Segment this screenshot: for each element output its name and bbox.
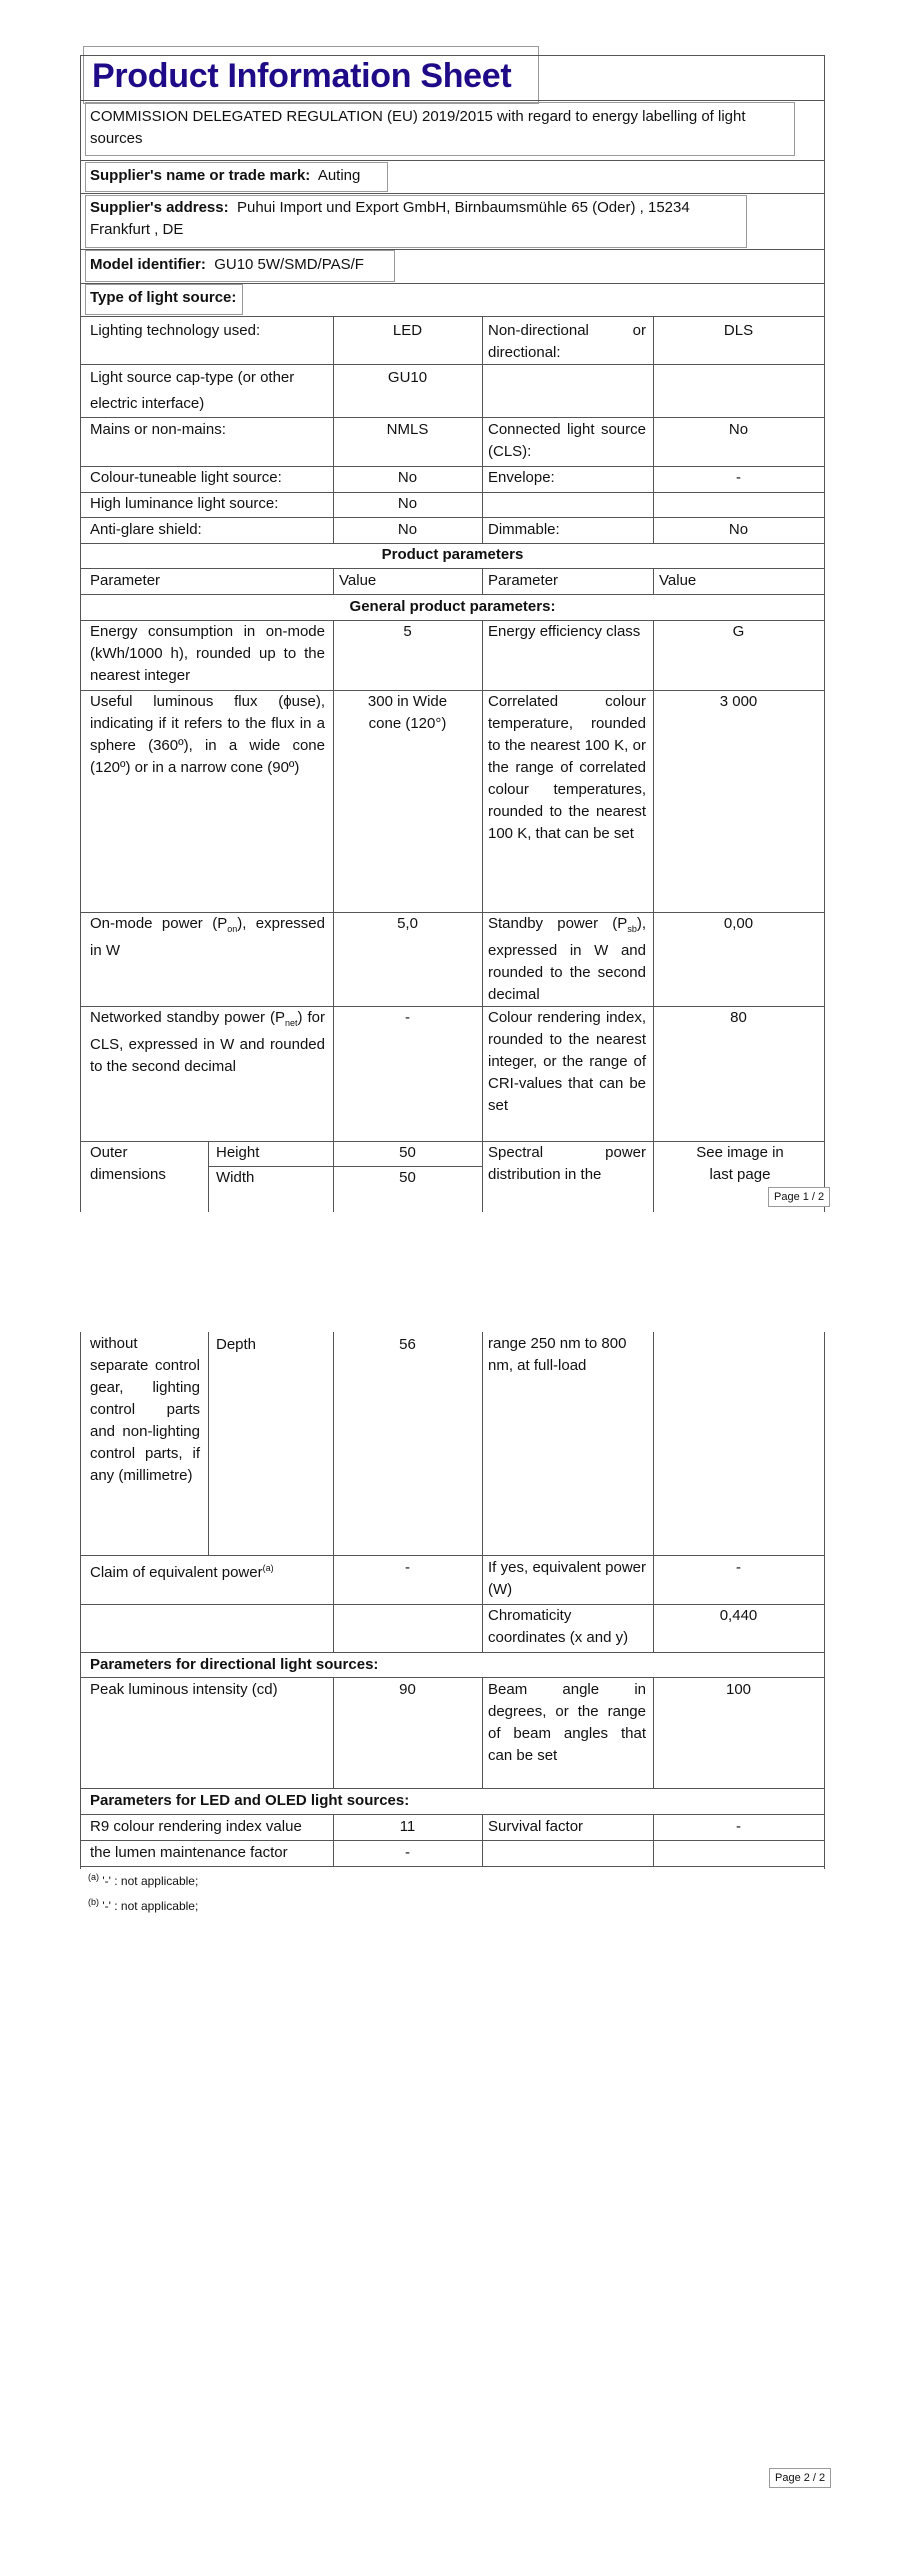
row-line [80,316,825,317]
footnote-a: $^{(a)}$ '-' : not applicable; [88,1872,199,1888]
col-line [482,1814,483,1866]
table-border-right [824,55,825,1212]
high-luminance-value: No [397,495,418,512]
r9-label: R9 colour rendering index value [90,1818,302,1835]
width-label: Width [216,1169,255,1186]
regulation-text: COMMISSION DELEGATED REGULATION (EU) 2019/2015 with regard to energy labelling of light sources [90,108,746,147]
equivalent-power-claim-label: Claim of equivalent power$^{(a)}$ [90,1563,274,1581]
survival-factor-label: Survival factor [488,1818,584,1835]
row-line [80,1814,825,1815]
col-line [482,316,483,543]
depth-value: 56 [399,1336,416,1353]
cap-type-value: GU10 [387,369,428,386]
col-line [482,1332,483,1652]
outer-dimensions-label-continued: without separate control gear, lighting control parts and non-lighting control parts, if any (millimetre) [90,1335,200,1484]
page-title: Product Information Sheet [92,57,512,95]
cap-type-label: Light source cap-type (or other electric interface) [90,369,295,412]
luminous-flux-value: 300 in Wide cone (120°) [367,693,448,732]
page-number-1: Page 1 / 2 [768,1187,830,1207]
r9-value: 11 [399,1818,416,1835]
row-line [80,1652,825,1653]
supplier-name-label: Supplier's name or trade mark: [90,167,311,184]
cri-label: Colour rendering index, rounded to the nearest integer, or the range of CRI-values that can be set [488,1009,646,1114]
envelope-value: - [736,469,741,486]
spectral-value: See image in last page [696,1144,784,1183]
chromaticity-value: 0,440 [719,1607,758,1624]
row-line [80,1788,825,1789]
row-line [80,100,825,101]
model-identifier-label: Model identifier: [90,256,206,273]
depth-label: Depth [216,1336,257,1353]
col-header-value-2: Value [659,572,697,589]
networked-standby-value: - [405,1009,410,1026]
product-parameters-heading: Product parameters [381,546,524,563]
col-line [482,568,483,594]
cct-value: 3 000 [719,693,758,710]
model-identifier-value: GU10 5W/SMD/PAS/F [214,256,364,273]
led-parameters-heading: Parameters for LED and OLED light sources: [90,1792,410,1809]
type-heading: Type of light source: [90,289,237,306]
lumen-maintenance-label: the lumen maintenance factor [90,1844,288,1861]
peak-intensity-value: 90 [399,1681,416,1698]
energy-consumption-value: 5 [403,623,412,640]
lighting-technology-value: LED [392,322,423,339]
cct-label: Correlated colour temperature, rounded to the nearest 100 K, or the range of correlated colour temperatures, rounded to the nearest 100 K, that can be set [488,693,646,842]
table-border-left [80,55,81,1212]
envelope-label: Envelope: [488,469,555,486]
cls-label: Connected light source (CLS): [488,421,646,460]
row-line [80,55,825,56]
energy-class-value: G [732,623,745,640]
col-line [482,620,483,1212]
chromaticity-label: Chromaticity coordinates (x and y) [488,1607,629,1646]
equivalent-power-value: - [736,1559,741,1576]
colour-tuneable-label: Colour-tuneable light source: [90,469,282,486]
dimmable-label: Dimmable: [488,521,560,538]
supplier-address-label: Supplier's address: [90,199,229,216]
luminous-flux-label: Useful luminous flux (ϕuse), indicating if it refers to the flux in a sphere (360º), in a wide cone (120º) or in a narrow cone (90º) [90,693,325,776]
col-line [208,1332,209,1555]
directional-parameters-heading: Parameters for directional light sources: [90,1656,379,1673]
beam-angle-value: 100 [725,1681,752,1698]
col-line [333,1332,334,1652]
dimmable-value: No [728,521,749,538]
mains-label: Mains or non-mains: [90,421,226,438]
lumen-maintenance-value: - [405,1844,410,1861]
cri-value: 80 [730,1009,747,1026]
networked-standby-label: Networked standby power $(P_{net})$ for CLS, expressed in W and rounded to the second decimal [90,1009,326,1075]
spectral-label-part2: range 250 nm to 800 nm, at full-load [488,1335,627,1374]
row-line [80,1866,825,1867]
spectral-label-part1: Spectral power distribution in the [488,1144,646,1183]
anti-glare-value: No [397,521,418,538]
row-line [80,594,825,595]
supplier-address-row [90,197,740,241]
model-identifier-row [90,254,364,276]
col-line [653,1332,654,1652]
energy-consumption-label: Energy consumption in on-mode (kWh/1000 h), rounded up to the nearest integer [90,623,325,684]
supplier-address-value: Puhui Import und Export GmbH, Birnbaumsmühle 65 (Oder) , 15234 Frankfurt , DE [90,199,690,238]
col-line [208,1141,209,1212]
row-line [80,568,825,569]
col-line [653,568,654,594]
page-number-2: Page 2 / 2 [769,2468,831,2488]
footnote-b: $^{(b)}$ '-' : not applicable; [88,1897,199,1913]
row-line [80,417,825,418]
row-line [80,517,825,518]
beam-angle-label: Beam angle in degrees, or the range of beam angles that can be set [488,1681,646,1764]
lighting-technology-label: Lighting technology used: [90,322,261,339]
col-line [482,1677,483,1788]
width-value: 50 [399,1169,416,1186]
row-line [80,160,825,161]
equivalent-power-claim-value: - [405,1559,410,1576]
row-line [80,1677,825,1678]
on-mode-power-label: On-mode power $(P_{on})$, expressed in W [90,915,325,959]
anti-glare-label: Anti-glare shield: [90,521,202,538]
directional-label: Non-directional or directional: [488,322,646,361]
col-header-parameter-2: Parameter [488,572,559,589]
col-header-value-1: Value [339,572,377,589]
height-label: Height [216,1144,260,1161]
row-line [80,1840,825,1841]
high-luminance-label: High luminance light source: [90,495,279,512]
standby-power-label: Standby power $(P_{sb})$, expressed in W and rounded to the second decimal [488,915,646,1003]
energy-class-label: Energy efficiency class [488,623,641,640]
cls-value: No [728,421,749,438]
supplier-name-value: Auting [317,167,361,184]
col-line [333,568,334,594]
row-line [80,1555,825,1556]
on-mode-power-value: 5,0 [397,915,418,932]
equivalent-power-label: If yes, equivalent power (W) [488,1559,646,1598]
row-line [80,193,825,194]
mains-value: NMLS [386,421,429,438]
col-header-parameter-1: Parameter [90,572,161,589]
outer-dimensions-label: Outer dimensions [90,1144,166,1183]
survival-factor-value: - [736,1818,741,1835]
general-parameters-heading: General product parameters: [349,598,556,615]
peak-intensity-label: Peak luminous intensity (cd) [90,1681,278,1698]
supplier-name-row [90,165,360,187]
standby-power-value: 0,00 [723,915,754,932]
directional-value: DLS [723,322,754,339]
colour-tuneable-value: No [397,469,418,486]
height-value: 50 [399,1144,416,1161]
